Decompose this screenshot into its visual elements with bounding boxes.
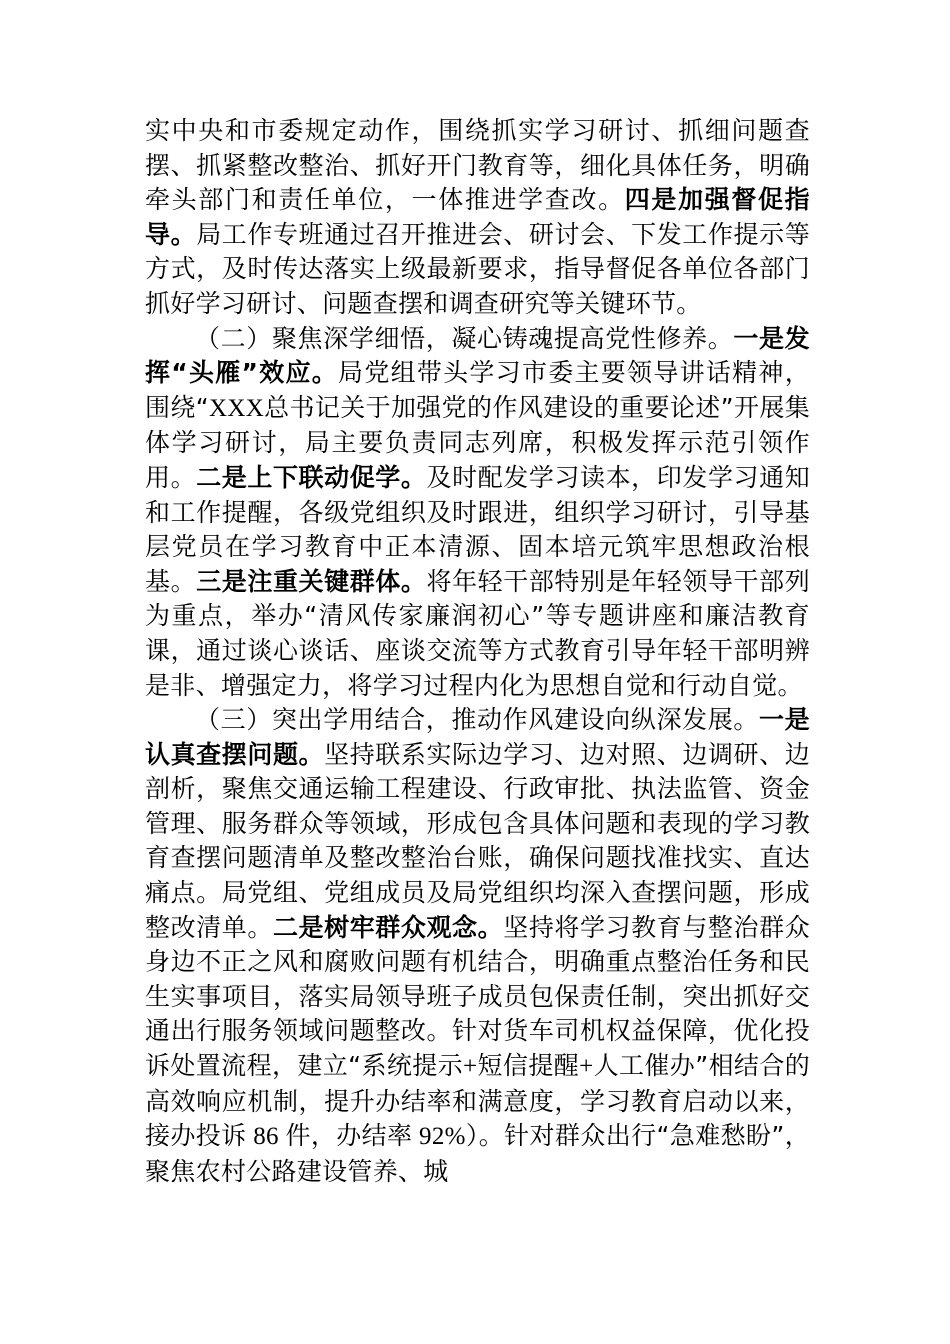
- bold-lead-phrase: 四是加强督促指导。: [145, 185, 810, 249]
- text-segment: 总书记关于加强党的作风建设的重要论述”开展集体学习研讨，局主要负责同志列席，积极发挥示范引领作用。: [145, 392, 810, 492]
- text-segment: （三）突出学用结合，推动作风建设向纵深发展。: [195, 705, 760, 735]
- text-segment: ）。针对群众出行“急难愁盼”，聚焦农村公路建设管养、城: [145, 1121, 811, 1186]
- text-segment: 92%: [412, 1123, 466, 1151]
- bold-lead-phrase: 一是发挥“头雁”效应。: [145, 323, 810, 388]
- bold-lead-phrase: 二是树牢群众观念。: [272, 912, 504, 942]
- bold-lead-phrase: 一是认真查摆问题。: [145, 705, 810, 769]
- text-segment: 及时配发学习读本，印发学习通知和工作提醒，各级党组织及时跟进，组织学习研讨，引导基层党员在学习教育中正本清源、固本培元筑牢思想政治根基。: [145, 462, 811, 596]
- text-segment: +: [463, 1053, 478, 1081]
- bold-lead-phrase: 三是注重关键群体。: [196, 566, 427, 596]
- text-segment: 局工作专班通过召开推进会、研讨会、下发工作提示等方式，及时传达落实上级最新要求，指导督促各单位各部门抓好学习研讨、问题查摆和调查研究等关键环节。: [145, 219, 811, 318]
- text-segment: 人工催办”相结合的高效响应机制，提升办结率和满意度，学习教育启动以来，接办投诉: [145, 1051, 811, 1151]
- text-segment: 将年轻干部特别是年轻领导干部列为重点，举办“清风传家廉润初心”等专题讲座和廉洁教育课，通过谈心谈话、座谈交流等方式教育引导年轻干部明辨是非、增强定力，将学习过程内化为思想自觉和行动自觉。: [145, 566, 811, 700]
- text-segment: 局党组带头学习市委主要领导讲话精神，围绕“: [145, 358, 810, 422]
- text-segment: 短信提醒: [477, 1051, 580, 1081]
- bold-lead-phrase: 二是上下联动促学。: [196, 462, 427, 492]
- document-page: [145, 114, 810, 1189]
- text-segment: （二）聚焦深学细悟，凝心铸魂提高党性修养。: [195, 323, 734, 353]
- text-segment: 件，办结率: [285, 1121, 413, 1151]
- text-segment: XXX: [208, 394, 265, 422]
- text-segment: 86: [246, 1123, 286, 1151]
- paragraph-1: [145, 114, 810, 322]
- text-segment: 坚持将学习教育与整治群众身边不正之风和腐败问题有机结合，明确重点整治任务和民生实事项目，落实局领导班子成员包保责任制，突出抓好交通出行服务领域问题整改。针对货车司机权益保障，优化投诉处置流程，建立“系统提示: [145, 912, 810, 1081]
- text-segment: +: [579, 1053, 594, 1081]
- text-segment: 实中央和市委规定动作，围绕抓实学习研讨、抓细问题查摆、抓紧整改整治、抓好开门教育等，细化具体任务，明确牵头部门和责任单位，一体推进学查改。: [145, 116, 810, 215]
- paragraph-3: [145, 703, 810, 1189]
- paragraph-2: [145, 322, 810, 704]
- text-segment: 坚持联系实际边学习、边对照、边调研、边剖析，聚焦交通运输工程建设、行政审批、执法监管、资金管理、服务群众等领域，形成包含具体问题和表现的学习教育查摆问题清单及整改整治台账，确保问题找准找实、直达痛点。局党组、党组成员及局党组织均深入查摆问题，形成整改清单。: [145, 739, 811, 942]
